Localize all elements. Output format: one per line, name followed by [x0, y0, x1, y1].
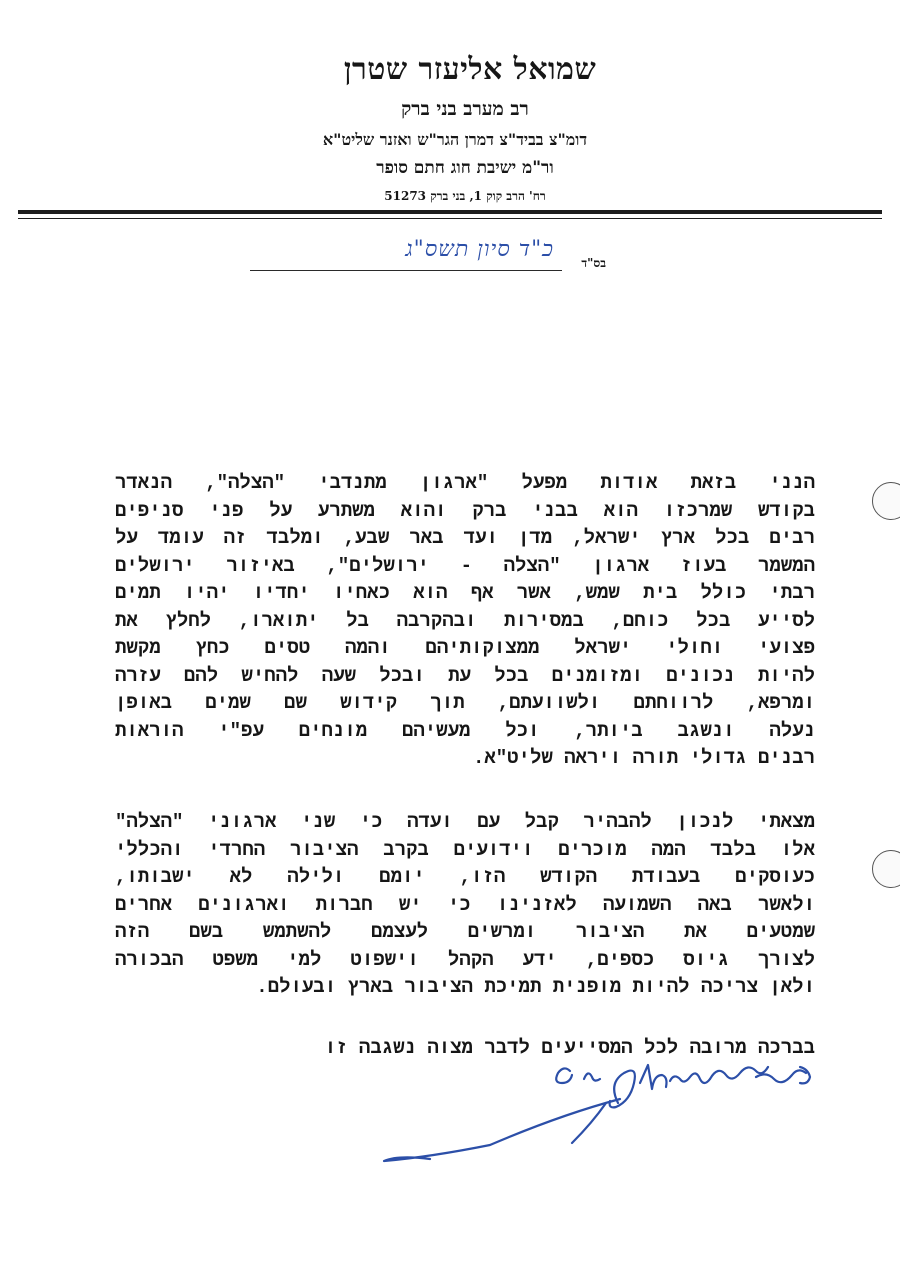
binder-punch-hole	[872, 482, 900, 520]
letterhead	[0, 40, 900, 210]
paragraph-line: להיות נכונים ומזומנים בכל עת ובכל שעה להחיש להם עזרה	[115, 664, 815, 687]
paragraph-line: נעלה ונשגב ביותר, וכל מעשיהם מונחים עפ"י הוראות	[115, 719, 815, 742]
letter-paragraph-2	[115, 809, 815, 1002]
paragraph-line: לסייע בכל כוחם, במסירות ובהקרבה בל יתוארו, לחלץ את	[115, 609, 815, 632]
letter-paragraph-1	[115, 470, 815, 773]
paragraph-line: רבנים גדולי תורה ויראה שליט"א.	[472, 747, 815, 769]
letterhead-address: רח' הרב קוק 1, בני ברק 51273	[384, 189, 546, 203]
paragraph-line: פצועי וחולי ישראל ממצוקותיהם והמה טסים כחץ מקשת	[115, 637, 815, 659]
paragraph-line: המשמר בעוז ארגון "הצלה - ירושלים", באיזור ירושלים	[115, 554, 815, 577]
paragraph-line: ולאשר באה השמועה לאזנינו כי יש חברות וארגונים אחרים	[115, 893, 815, 916]
paragraph-line: אלו בלבד המה מוכרים וידועים בקרב הציבור החרדי והכללי	[115, 838, 815, 861]
paragraph-line: רבים בכל ארץ ישראל, מדן ועד באר שבע, ומלבד זה עומד על	[115, 527, 815, 549]
binder-punch-hole	[872, 850, 900, 888]
paragraph-line: מצאתי לנכון להבהיר קבל עם ועדה כי שני ארגוני "הצלה"	[115, 811, 815, 833]
paragraph-line: כעוסקים בעבודת הקודש הזו, יומם ולילה לא ישבותו,	[115, 866, 815, 888]
paragraph-line: שמטעים את הציבור ומרשים לעצמם להשתמש בשם הזה	[115, 921, 815, 943]
handwritten-signature	[370, 1055, 830, 1165]
paragraph-line: ולאן צריכה להיות מופנית תמיכת הציבור בארץ ובעולם.	[256, 976, 815, 998]
rabbi-title-line-2: דומ"צ בביד"צ דמרן הגר"ש ואזנר שליט"א	[322, 130, 588, 149]
paragraph-line: הנני בזאת אודות מפעל "ארגון מתנדבי "הצלה", הנאדר	[115, 472, 815, 494]
rabbi-name: שמואל אליעזר שטרן	[343, 52, 597, 87]
paragraph-line: ומרפא, לרווחתם ולשוועתם, תוך קידוש שם שמים באופן	[115, 692, 815, 714]
letterhead-divider-thin	[18, 218, 882, 219]
rabbi-title-line-1: רב מערב בני ברק	[401, 98, 529, 120]
bsd-mark: בס"ד	[581, 256, 606, 270]
letterhead-divider-thick	[18, 210, 882, 214]
closing-blessing: בברכה מרובה לכל המסייעים לדבר מצוה נשגבה זו	[324, 1037, 815, 1059]
rabbi-title-line-3: ור"מ ישיבת חוג חתם סופר	[376, 158, 554, 178]
handwritten-date: כ"ד סיון תשס"ג	[405, 237, 554, 262]
date-underline	[250, 270, 562, 271]
paragraph-line: רבתי כולל בית שמש, אשר אף הוא כאחיו יחדיו יהיו תמים	[115, 582, 815, 604]
paragraph-line: לצורך גיוס כספים, ידע הקהל וישפוט למי משפט הבכורה	[115, 948, 815, 971]
date-line	[0, 230, 900, 280]
paragraph-line: בקודש שמרכזו הוא בבני ברק והוא משתרע על פני סניפים	[115, 499, 815, 522]
